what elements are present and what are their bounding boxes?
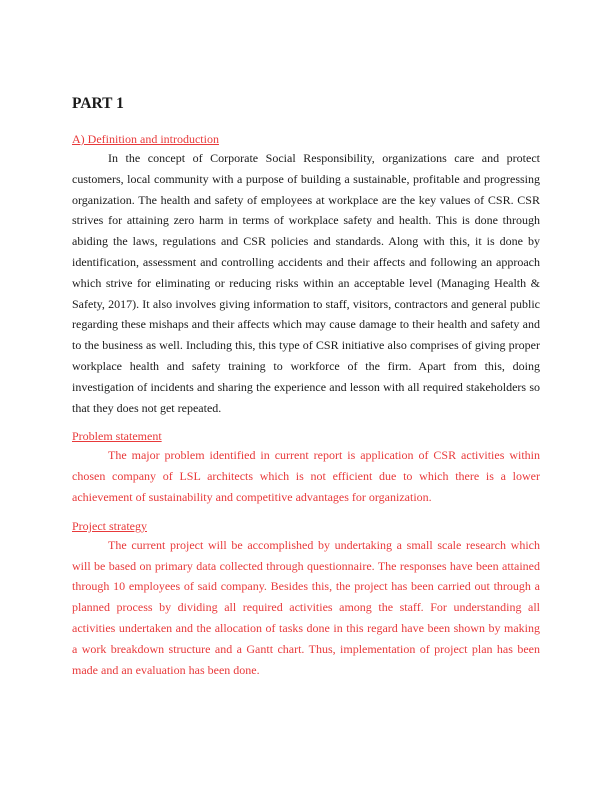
paragraph-project-strategy: The current project will be accomplished by undertaking a small scale research which will be based on primary data collected through questionnaire. The responses have been attained through 10 employees of said company. Besides this, the project has been carried out through a planned process by dividing all required activities among the staff. For understanding all activities undertaken and the allocation of tasks done in this regard have been shown by making a work breakdown structure and a Gantt chart. Thus, implementation of project plan has been made and an evaluation has been done. <box>72 537 540 677</box>
section-heading-project-strategy: Project strategy <box>72 518 147 533</box>
document-page <box>72 94 540 680</box>
part-title: PART 1 <box>72 95 124 112</box>
section-heading-problem-statement: Problem statement <box>72 429 162 444</box>
section-gap <box>72 508 540 517</box>
section-gap <box>72 418 540 427</box>
paragraph-definition: In the concept of Corporate Social Responsibility, organizations care and protect customers, local community with a purpose of building a sustainable, profitable and progressing organization. The health and safety of employees at workplace are the key values of CSR. CSR strives for attaining zero harm in terms of workplace safety and health. This is done through abiding the laws, regulations and CSR policies and standards. Along with this, it is done by identification, assessment and controlling accidents and their affects and following an approach which strive for eliminating or reducing risks within an acceptable level (Managing Health & Safety, 2017). It also involves giving information to staff, visitors, contractors and general public regarding these mishaps and their affects which may cause damage to their health and safety and to the business as well. Including this, this type of CSR initiative also comprises of giving proper workplace health and safety training to workforce of the firm. Apart from this, doing investigation of incidents and sharing the experience and lesson with all required stakeholders so that they does not get repeated. <box>72 151 540 415</box>
paragraph-problem-statement: The major problem identified in current report is application of CSR activities within chosen company of LSL architects which is not efficient due to which there is a lower achievement of sustainability and competitive advantages for organization. <box>72 448 540 504</box>
section-heading-definition: A) Definition and introduction <box>72 132 219 146</box>
